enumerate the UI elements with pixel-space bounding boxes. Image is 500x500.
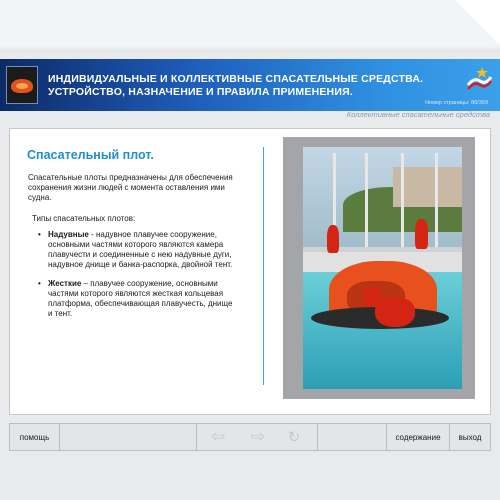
contents-button[interactable]: содержание — [386, 424, 450, 450]
reload-icon[interactable]: ↻ — [287, 428, 301, 446]
page-number: Номер страницы: 86/369 — [425, 100, 488, 106]
vertical-divider — [263, 147, 264, 385]
header-thumbnail-image — [6, 66, 38, 104]
section-subtitle: Коллективные спасательные средства — [346, 110, 490, 119]
nav-divider — [196, 424, 197, 450]
flag-star-logo — [464, 65, 494, 95]
type-name: Надувные — [48, 230, 89, 239]
arrow-right-icon[interactable]: ⇨ — [250, 427, 266, 447]
intro-text: Спасательные плоты предназначены для обеспечения сохранения жизни людей с момента оставления ими судна. — [28, 173, 233, 202]
course-title: ИНДИВИДУАЛЬНЫЕ И КОЛЛЕКТИВНЫЕ СПАСАТЕЛЬНЫЕ СРЕДСТВА. УСТРОЙСТВО, НАЗНАЧЕНИЕ И ПРАВИЛА ПРИМЕНЕНИЯ. — [48, 73, 424, 98]
slide-content-panel — [9, 128, 491, 415]
course-header — [0, 59, 500, 111]
arrow-left-icon[interactable]: ⇦ — [210, 427, 226, 447]
list-item — [38, 230, 238, 270]
nav-divider — [317, 424, 318, 450]
exit-button[interactable]: выход — [458, 432, 482, 442]
type-name: Жесткие — [48, 279, 82, 288]
list-item — [38, 279, 238, 319]
type-description: – плавучее сооружение, основными частями которого являются жесткая кольцевая платформа, обеспечивающая плавучесть, днище и тент. — [48, 279, 233, 318]
navigation-bar — [9, 423, 491, 451]
types-heading: Типы спасательных плотов: — [32, 214, 136, 223]
page-corner-fold — [455, 0, 500, 45]
photo-frame — [283, 137, 475, 399]
life-raft-photo — [303, 147, 462, 389]
type-description: - надувное плавучее сооружение, основными частями которого являются камера плавучести и соединенные с нею надувные дуги, надувное днище и банка-распорка, двойной тент. — [48, 230, 233, 269]
help-button[interactable]: помощь — [10, 424, 60, 450]
slide-title: Спасательный плот. — [27, 148, 154, 162]
raft-types-list — [38, 230, 238, 319]
